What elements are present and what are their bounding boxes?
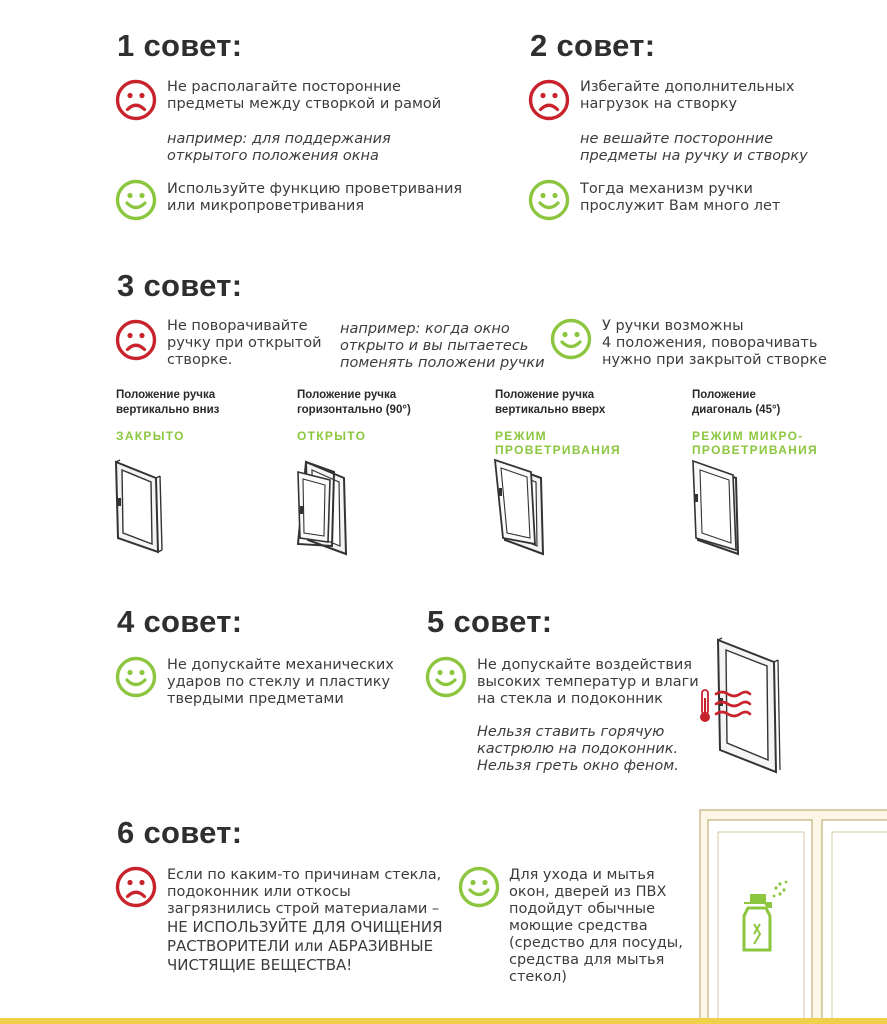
position-label: Положение ручка xyxy=(116,389,216,401)
text-line: Нельзя греть окно феном. xyxy=(477,758,679,774)
text-line: створке. xyxy=(167,352,233,368)
text-line: Не допускайте механических xyxy=(167,657,394,673)
tip4-title: 4 совет: xyxy=(117,604,243,639)
tip2-do-text xyxy=(580,181,780,215)
text-line: стекол) xyxy=(509,969,567,985)
position-label: Положение ручка xyxy=(495,389,595,401)
happy-face-icon xyxy=(115,656,157,698)
text-line: ударов по стеклу и пластику xyxy=(167,674,391,690)
happy-face-icon xyxy=(528,179,570,221)
warning-line: РАСТВОРИТЕЛИ или АБРАЗИВНЫЕ xyxy=(167,937,434,955)
position-mode: РЕЖИМ МИКРО- xyxy=(692,429,804,443)
position-label: вертикально вверх xyxy=(495,404,606,416)
tip2-dont-text xyxy=(580,79,794,113)
sad-face-icon xyxy=(115,866,157,908)
tip6-title: 6 совет: xyxy=(117,815,243,850)
text-line: Не допускайте воздействия xyxy=(477,657,693,673)
warning-line: НЕ ИСПОЛЬЗУЙТЕ ДЛЯ ОЧИЩЕНИЯ xyxy=(167,918,443,936)
thermometer-icon xyxy=(700,690,710,722)
text-line: Для ухода и мытья xyxy=(509,867,655,883)
text-line: твердыми предметами xyxy=(167,691,344,707)
handle-position-tilt xyxy=(495,388,621,457)
tip3-do-text xyxy=(602,318,827,369)
window-heat-icon xyxy=(696,636,788,774)
text-line: например: когда окно xyxy=(340,321,510,337)
text-line: 4 положения, поворачивать xyxy=(602,335,818,351)
handle-position-closed xyxy=(116,388,219,443)
position-label: вертикально вниз xyxy=(116,404,220,416)
text-line: Используйте функцию проветривания xyxy=(167,181,463,197)
tip2-title: 2 совет: xyxy=(530,28,656,63)
text-line: не вешайте посторонние xyxy=(580,131,774,147)
tip1-do-text xyxy=(167,181,462,215)
sad-face-icon xyxy=(528,79,570,121)
tip3-dont-text xyxy=(167,318,322,369)
text-line: открытого положения окна xyxy=(167,148,379,164)
happy-face-icon xyxy=(425,656,467,698)
tip5-do-text xyxy=(477,657,699,708)
tip1-dont-text xyxy=(167,79,441,113)
tip1-title: 1 совет: xyxy=(117,28,243,63)
text-line: нужно при закрытой створке xyxy=(602,352,827,368)
position-mode: ПРОВЕТРИВАНИЯ xyxy=(692,443,818,457)
position-mode: ОТКРЫТО xyxy=(297,429,367,443)
sad-face-icon xyxy=(115,319,157,361)
text-line: например: для поддержания xyxy=(167,131,391,147)
text-line: Избегайте дополнительных xyxy=(580,79,795,95)
text-line: поменять положени ручки xyxy=(340,355,545,371)
handle-position-open xyxy=(297,388,411,443)
tip5-note-text xyxy=(477,724,679,775)
window-open-icon xyxy=(294,458,352,556)
tip5-title: 5 совет: xyxy=(427,604,553,639)
text-line: предметы между створкой и рамой xyxy=(167,96,442,112)
sad-face-icon xyxy=(115,79,157,121)
happy-face-icon xyxy=(458,866,500,908)
bottom-accent-line xyxy=(0,1018,887,1024)
text-line: ручку при открытой xyxy=(167,335,322,351)
text-line: открыто и вы пытаетесь xyxy=(340,338,529,354)
position-label: Положение xyxy=(692,389,756,401)
window-micro-tilt-icon xyxy=(690,458,744,556)
tip6-dont-text xyxy=(167,867,443,975)
happy-face-icon xyxy=(115,179,157,221)
tip3-title: 3 совет: xyxy=(117,268,243,303)
text-line: средства для мытья xyxy=(509,952,665,968)
handle-position-micro-tilt xyxy=(692,388,818,457)
text-line: (средство для посуды, xyxy=(509,935,683,951)
tip6-do-text xyxy=(509,867,683,986)
position-mode: ЗАКРЫТО xyxy=(116,429,185,443)
tip2-example-text xyxy=(580,131,808,165)
text-line: Не поворачивайте xyxy=(167,318,308,334)
text-line: на стекла и подоконник xyxy=(477,691,663,707)
position-mode: РЕЖИМ xyxy=(495,429,547,443)
text-line: Если по каким-то причинам стекла, xyxy=(167,867,442,883)
text-line: Не располагайте посторонние xyxy=(167,79,401,95)
text-line: моющие средства xyxy=(509,918,648,934)
text-line: окон, дверей из ПВХ xyxy=(509,884,667,900)
tip1-example-text xyxy=(167,131,391,165)
text-line: Тогда механизм ручки xyxy=(580,181,753,197)
happy-face-icon xyxy=(550,318,592,360)
text-line: высоких температур и влаги xyxy=(477,674,699,690)
position-label: горизонтально (90°) xyxy=(297,404,411,416)
text-line: кастрюлю на подоконник. xyxy=(477,741,679,757)
text-line: подойдут обычные xyxy=(509,901,656,917)
text-line: нагрузок на створку xyxy=(580,96,738,112)
window-tilt-icon xyxy=(491,458,549,556)
tip3-example-text xyxy=(340,321,545,372)
door-illustration xyxy=(694,806,887,1024)
text-line: подоконник или откосы xyxy=(167,884,351,900)
text-line: Нельзя ставить горячую xyxy=(477,724,665,740)
warning-line: ЧИСТЯЩИЕ ВЕЩЕСТВА! xyxy=(167,956,353,974)
text-line: прослужит Вам много лет xyxy=(580,198,781,214)
text-line: У ручки возможны xyxy=(602,318,744,334)
text-line: предметы на ручку и створку xyxy=(580,148,808,164)
position-label: диагональ (45°) xyxy=(692,404,781,416)
text-line: или микропроветривания xyxy=(167,198,365,214)
window-closed-icon xyxy=(112,458,164,554)
position-mode: ПРОВЕТРИВАНИЯ xyxy=(495,443,621,457)
position-label: Положение ручка xyxy=(297,389,397,401)
text-line: загрязнились строй материалами – xyxy=(167,901,440,917)
tip4-do-text xyxy=(167,657,394,708)
